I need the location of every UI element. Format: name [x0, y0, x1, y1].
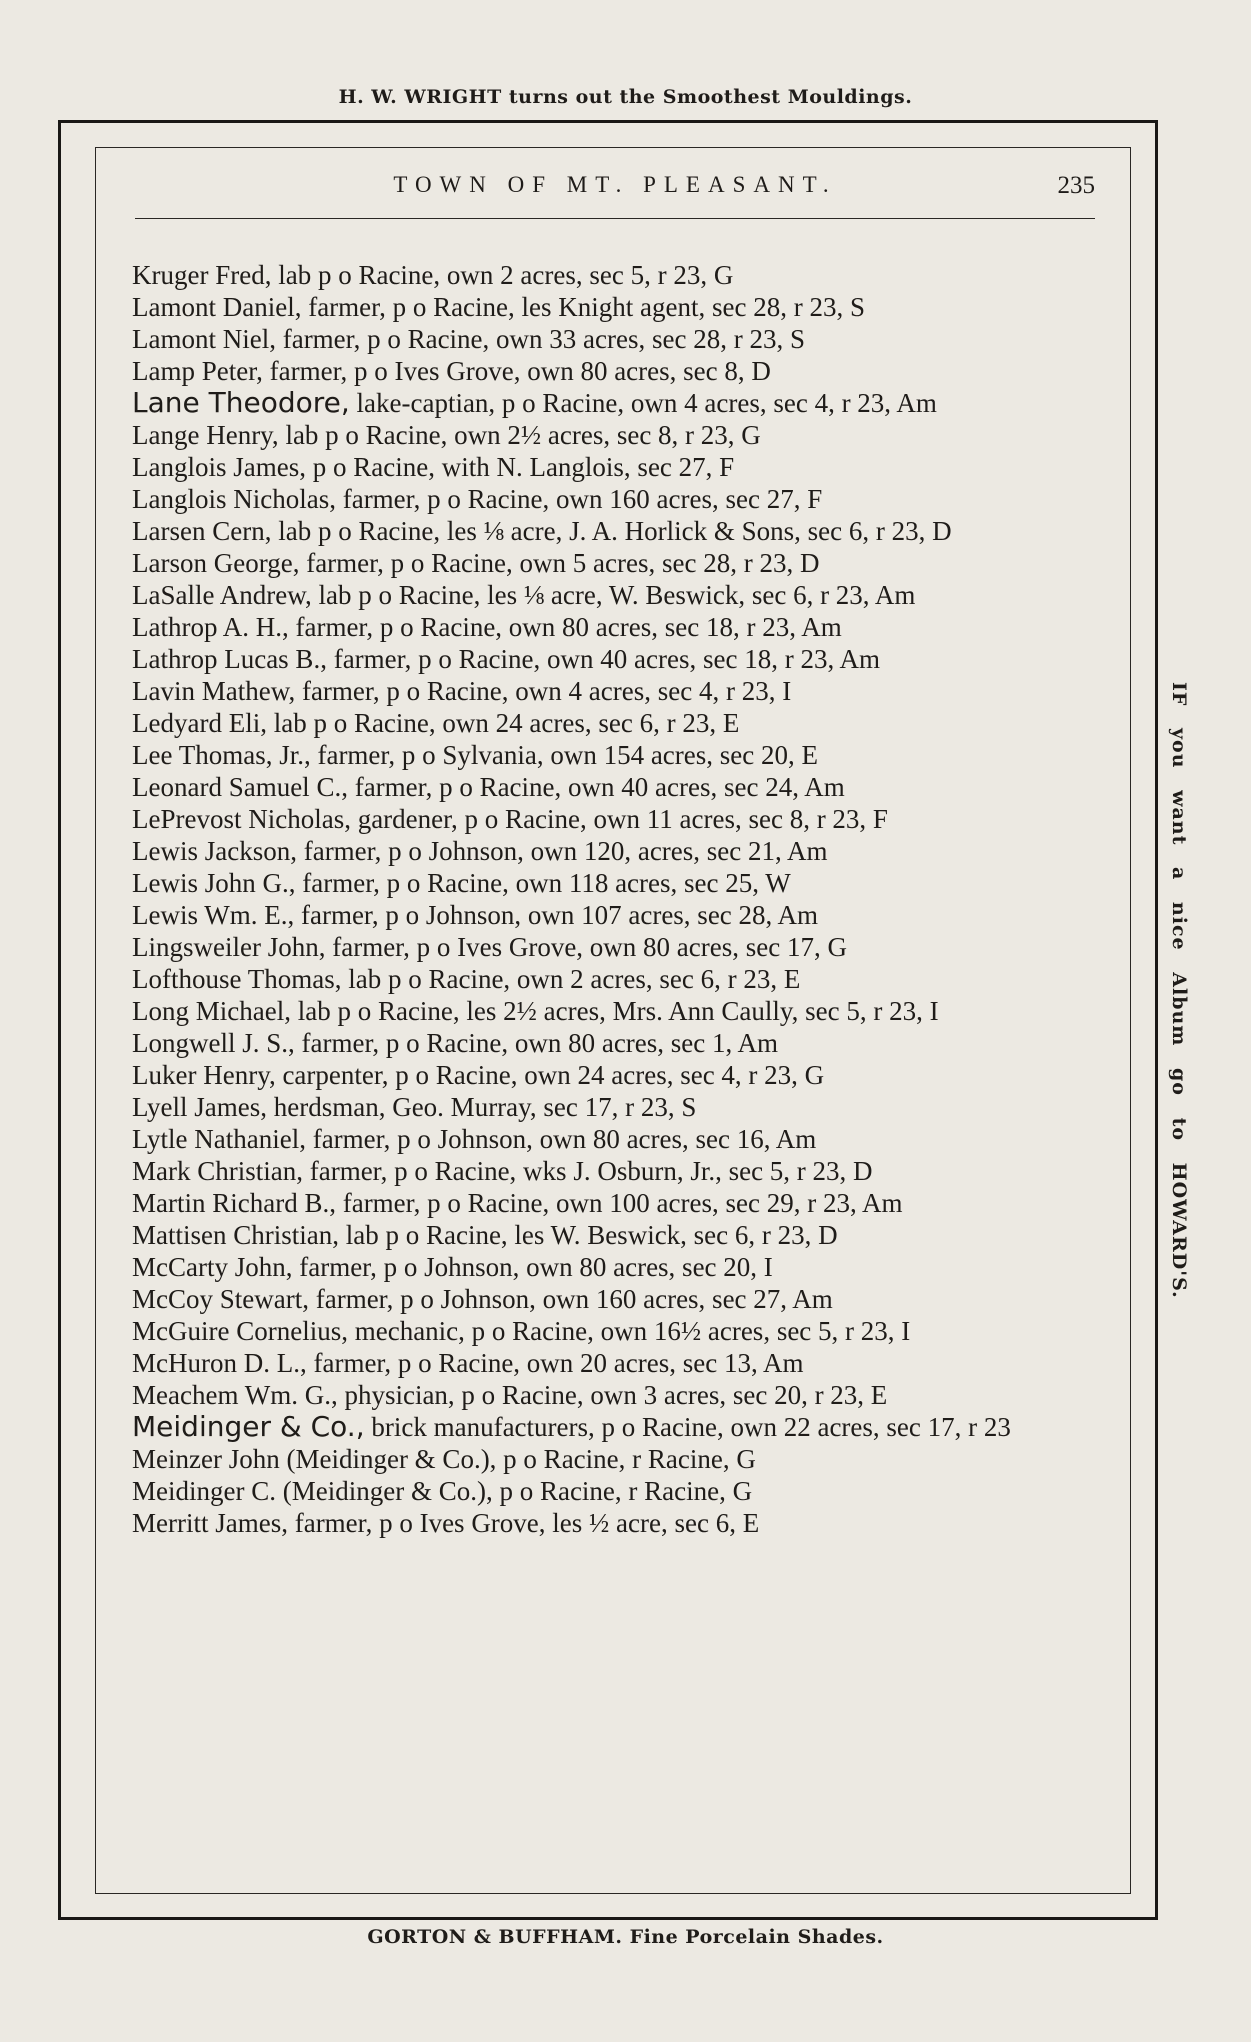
entry-details: carpenter, p o Racine, own 24 acres, sec 4, r 23, G [275, 1060, 825, 1090]
entry-details: farmer, p o Racine, own 33 acres, sec 28, r 23, S [275, 324, 805, 354]
entry-details: farmer, p o Racine, own 4 acres, sec 4, r 23, I [295, 676, 792, 706]
entry-name: McCarty John, [132, 1252, 293, 1282]
directory-entry [132, 323, 1094, 355]
directory-entry [132, 1315, 1094, 1347]
entry-name: Lane Theodore, [132, 386, 350, 419]
directory-entry [132, 515, 1094, 547]
entry-details: farmer, p o Racine, own 100 acres, sec 29, r 23, Am [335, 1188, 903, 1218]
directory-entry [132, 451, 1094, 483]
directory-entry [132, 1475, 1094, 1507]
directory-entry [132, 1411, 1094, 1443]
directory-entry [132, 1379, 1094, 1411]
directory-entry [132, 835, 1094, 867]
entry-name: Lathrop A. H., [132, 612, 289, 642]
entry-name: Lyell James, [132, 1092, 267, 1122]
directory-entry [132, 547, 1094, 579]
entry-name: McHuron D. L., [132, 1348, 307, 1378]
entry-name: Lewis John G., [132, 868, 296, 898]
entry-name: McGuire Cornelius, [132, 1316, 348, 1346]
entry-details: lab p o Racine, own 2 acres, sec 5, r 23, G [271, 260, 734, 290]
entry-name: Kruger Fred, [132, 260, 272, 290]
directory-entry [132, 1347, 1094, 1379]
entry-details: farmer, p o Racine, own 80 acres, sec 18, r 23, Am [288, 612, 842, 642]
directory-entry [132, 1251, 1094, 1283]
entry-name: Larson George, [132, 548, 300, 578]
entry-name: Merritt James, [132, 1508, 288, 1538]
entry-details: lab p o Racine, les 2½ acres, Mrs. Ann Caully, sec 5, r 23, I [290, 996, 939, 1026]
entry-name: Longwell J. S., [132, 1028, 295, 1058]
entry-name: Lamont Daniel, [132, 292, 302, 322]
entry-name: Lee Thomas, Jr., [132, 740, 311, 770]
entry-name: Lytle Nathaniel, [132, 1124, 306, 1154]
entry-details: mechanic, p o Racine, own 16½ acres, sec 5, r 23, I [347, 1316, 911, 1346]
directory-entry [132, 355, 1094, 387]
entry-details: herdsman, Geo. Murray, sec 17, r 23, S [266, 1092, 697, 1122]
directory-entry [132, 1507, 1094, 1539]
directory-entry [132, 387, 1094, 419]
directory-entry [132, 707, 1094, 739]
entry-details: farmer, p o Racine, own 80 acres, sec 1, Am [294, 1028, 779, 1058]
entry-name: Lewis Jackson, [132, 836, 297, 866]
entry-details: farmer, p o Johnson, own 80 acres, sec 16, Am [305, 1124, 817, 1154]
entry-name: Lewis Wm. E., [132, 900, 295, 930]
entry-details: lab p o Racine, own 2 acres, sec 6, r 23, E [341, 964, 801, 994]
directory-entry [132, 803, 1094, 835]
entry-details: farmer, p o Racine, own 118 acres, sec 25, W [295, 868, 791, 898]
directory-entry [132, 771, 1094, 803]
entry-name: Larsen Cern, [132, 516, 272, 546]
page-title: TOWN OF MT. PLEASANT. [393, 172, 837, 197]
entry-details: physician, p o Racine, own 3 acres, sec 20, r 23, E [337, 1380, 888, 1410]
entry-details: farmer, p o Johnson, own 107 acres, sec 28, Am [294, 900, 819, 930]
directory-entry [132, 259, 1094, 291]
directory-entry [132, 291, 1094, 323]
entry-name: Lavin Mathew, [132, 676, 296, 706]
entry-name: LaSalle Andrew, [132, 580, 312, 610]
directory-entry [132, 867, 1094, 899]
directory-entry [132, 1155, 1094, 1187]
entry-details: farmer, p o Johnson, own 160 acres, sec 27, Am [308, 1284, 833, 1314]
directory-entry [132, 1443, 1094, 1475]
directory-entry [132, 579, 1094, 611]
entry-details: farmer, p o Racine, own 20 acres, sec 13, Am [306, 1348, 804, 1378]
entry-details: farmer, p o Racine, own 5 acres, sec 28, r 23, D [299, 548, 820, 578]
entry-details: farmer, p o Sylvania, own 154 acres, sec 20, E [310, 740, 818, 770]
directory-entry [132, 483, 1094, 515]
entry-details: lab p o Racine, les ⅛ acre, W. Beswick, sec 6, r 23, Am [311, 580, 916, 610]
directory-entry [132, 963, 1094, 995]
entry-name: Long Michael, [132, 996, 291, 1026]
entry-name: Leonard Samuel C., [132, 772, 348, 802]
side-advertisement: IF you want a nice Album go to HOWARD'S. [1168, 682, 1190, 1299]
entry-details: farmer, p o Racine, own 40 acres, sec 18, r 23, Am [326, 644, 880, 674]
directory-entry [132, 1283, 1094, 1315]
entry-details: farmer, p o Racine, wks J. Osburn, Jr., sec 5, r 23, D [302, 1156, 873, 1186]
directory-entry [132, 611, 1094, 643]
directory-entry [132, 1091, 1094, 1123]
entry-details: farmer, p o Racine, les Knight agent, sec 28, r 23, S [301, 292, 865, 322]
entry-details: lab p o Racine, own 2½ acres, sec 8, r 23, G [278, 420, 761, 450]
entry-name: Meidinger & Co., [132, 1410, 365, 1443]
entry-name: Langlois Nicholas, [132, 484, 336, 514]
entry-details: farmer, p o Ives Grove, les ½ acre, sec 6, E [287, 1508, 760, 1538]
header-advertisement: H. W. WRIGHT turns out the Smoothest Mouldings. [338, 86, 913, 108]
entry-name: Lamp Peter, [132, 356, 263, 386]
entry-name: Ledyard Eli, [132, 708, 267, 738]
entry-details: farmer, p o Racine, own 160 acres, sec 27, F [335, 484, 823, 514]
directory-entry [132, 899, 1094, 931]
entry-details: brick manufacturers, p o Racine, own 22 acres, sec 17, r 23 [364, 1412, 1011, 1442]
footer-advertisement: GORTON & BUFFHAM. Fine Porcelain Shades. [367, 1926, 884, 1948]
entry-details: lab p o Racine, les ⅛ acre, J. A. Horlick & Sons, sec 6, r 23, D [271, 516, 952, 546]
directory-entry [132, 419, 1094, 451]
entry-details: p o Racine, with N. Langlois, sec 27, F [305, 452, 735, 482]
entry-details: farmer, p o Racine, own 40 acres, sec 24, Am [347, 772, 845, 802]
entry-name: LePrevost Nicholas, [132, 804, 351, 834]
entry-name: Lingsweiler John, [132, 932, 326, 962]
entry-name: Luker Henry, [132, 1060, 276, 1090]
entry-details: farmer, p o Johnson, own 80 acres, sec 20, I [292, 1252, 773, 1282]
entry-name: Langlois James, [132, 452, 306, 482]
page-number: 235 [1057, 172, 1095, 199]
entry-name: Lofthouse Thomas, [132, 964, 342, 994]
directory-entry [132, 675, 1094, 707]
directory-entry [132, 643, 1094, 675]
entry-name: McCoy Stewart, [132, 1284, 309, 1314]
entry-details: lake-captian, p o Racine, own 4 acres, sec 4, r 23, Am [349, 388, 937, 418]
entry-details: farmer, p o Ives Grove, own 80 acres, sec 8, D [262, 356, 771, 386]
directory-entry [132, 739, 1094, 771]
directory-entry [132, 1027, 1094, 1059]
entry-details: (Meidinger & Co.), p o Racine, r Racine, G [279, 1444, 756, 1474]
entry-details: lab p o Racine, own 24 acres, sec 6, r 23, E [266, 708, 740, 738]
entry-name: Mattisen Christian, [132, 1220, 339, 1250]
directory-entry [132, 1219, 1094, 1251]
entry-name: Lathrop Lucas B., [132, 644, 327, 674]
entry-name: Mark Christian, [132, 1156, 303, 1186]
directory-entry [132, 1123, 1094, 1155]
entry-name: Meachem Wm. G., [132, 1380, 338, 1410]
entry-details: gardener, p o Racine, own 11 acres, sec 8, r 23, F [350, 804, 888, 834]
entry-name: Martin Richard B., [132, 1188, 336, 1218]
directory-entry [132, 1059, 1094, 1091]
entry-name: Lamont Niel, [132, 324, 276, 354]
entry-name: Meidinger C. [132, 1476, 276, 1506]
entry-details: lab p o Racine, les W. Beswick, sec 6, r 23, D [338, 1220, 838, 1250]
directory-entry [132, 1187, 1094, 1219]
running-head [135, 170, 1095, 219]
entry-name: Meinzer John [132, 1444, 280, 1474]
entry-details: farmer, p o Ives Grove, own 80 acres, sec 17, G [325, 932, 847, 962]
entry-details: farmer, p o Johnson, own 120, acres, sec 21, Am [296, 836, 828, 866]
directory-entry [132, 995, 1094, 1027]
directory-entry [132, 931, 1094, 963]
entry-details: (Meidinger & Co.), p o Racine, r Racine, G [275, 1476, 753, 1506]
entry-name: Lange Henry, [132, 420, 279, 450]
directory-entries [132, 259, 1094, 1539]
